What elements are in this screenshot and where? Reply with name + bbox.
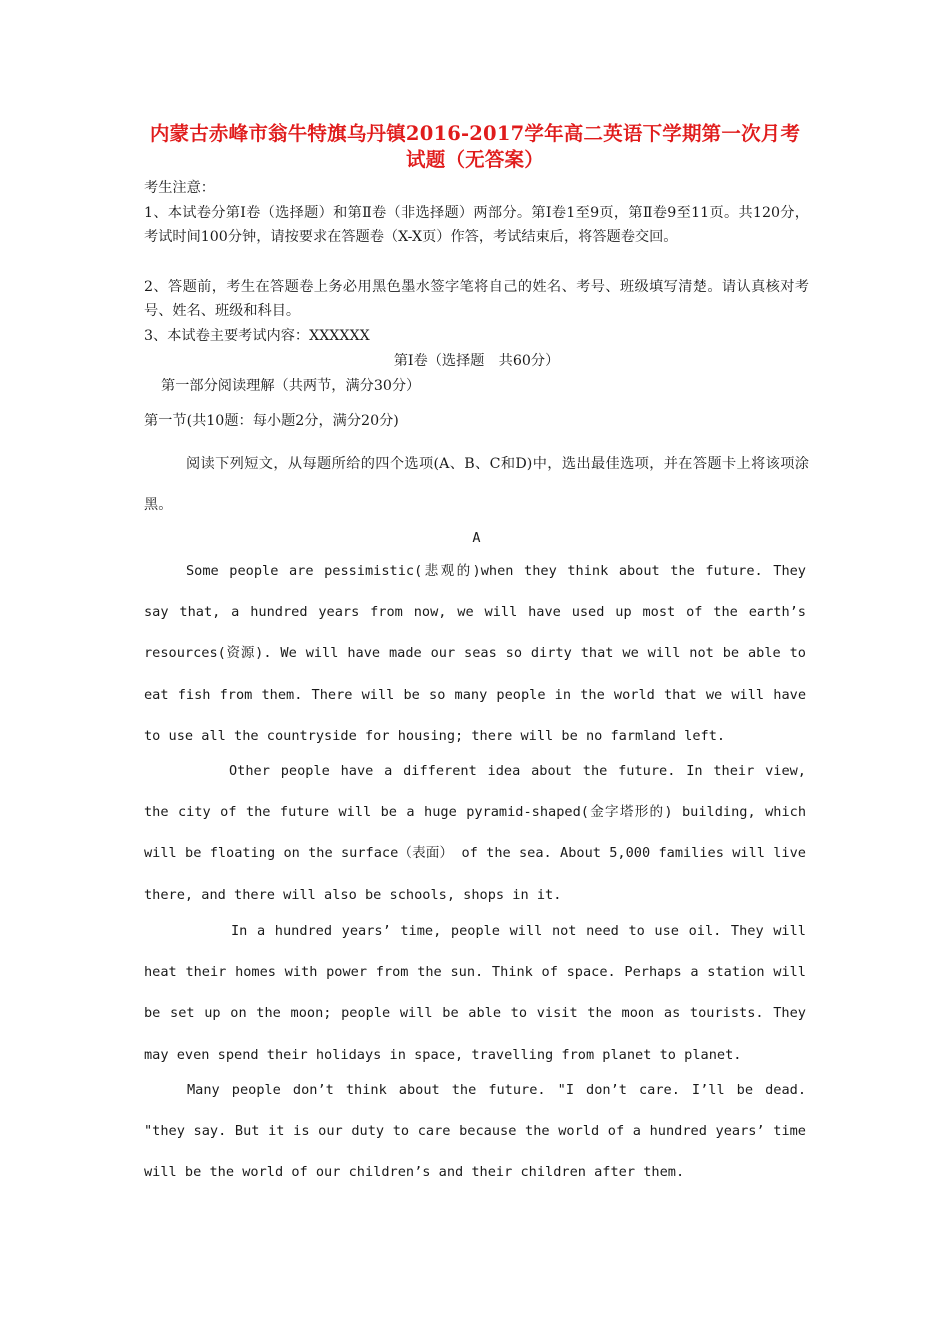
part-heading: 第一部分阅读理解（共两节，满分30分） <box>161 378 421 394</box>
passage-paragraph: Some people are pessimistic(悲观的)when they think about the future. They say that, a hundred years from now, we will have used up most of the earth’s resources(资源). We will have made our seas so dirty that we will not be able to eat fish from them. There will be so many people in the world that we will have to use all the countryside for housing; there will be no farmland left. <box>144 563 806 744</box>
passage-paragraph: Other people have a different idea about the future. In their view, the city of the future will be a huge pyramid-shaped(金字塔形的) building, which will be floating on the surface（表面） of the sea. About 5,000 families will live there, and there will also be schools, shops in it. <box>144 763 806 903</box>
notice-item-3: 3、本试卷主要考试内容：XXXXXX <box>144 328 370 344</box>
section-heading: 第一节(共10题：每小题2分，满分20分) <box>144 413 399 429</box>
notice-item-2: 2、答题前，考生在答题卷上务必用黑色墨水签字笔将自己的姓名、考号、班级填写清楚。请认真核对考号、姓名、班级和科目。 <box>144 279 809 319</box>
passage-paragraph: In a hundred years’ time, people will not need to use oil. They will heat their homes with power from the sun. Think of space. Perhaps a station will be set up on the moon; people will be able to visit the moon as tourists. They may even spend their holidays in space, travelling from planet to planet. <box>144 923 806 1063</box>
page-title: 内蒙古赤峰市翁牛特旗乌丹镇2016-2017学年高二英语下学期第一次月考试题（无答案） <box>149 122 801 171</box>
reading-instructions: 阅读下列短文，从每题所给的四个选项(A、B、C和D)中，选出最佳选项，并在答题卡上将该项涂黑。 <box>144 456 809 513</box>
notice-item-1: 1、本试卷分第Ⅰ卷（选择题）和第Ⅱ卷（非选择题）两部分。第Ⅰ卷1至9页，第Ⅱ卷9至11页。共120分，考试时间100分钟，请按要求在答题卷（X-X页）作答，考试结束后，将答题卷交回。 <box>144 205 809 245</box>
notice-heading: 考生注意： <box>144 180 215 196</box>
passage-paragraph: Many people don’t think about the future. "I don’t care. I’ll be dead. "they say. But it is our duty to care because the world of a hundred years’ time will be the world of our children’s and their children after them. <box>144 1082 806 1181</box>
passage-label: A <box>472 530 481 546</box>
volume-heading: 第Ⅰ卷（选择题 共60分） <box>393 353 560 369</box>
